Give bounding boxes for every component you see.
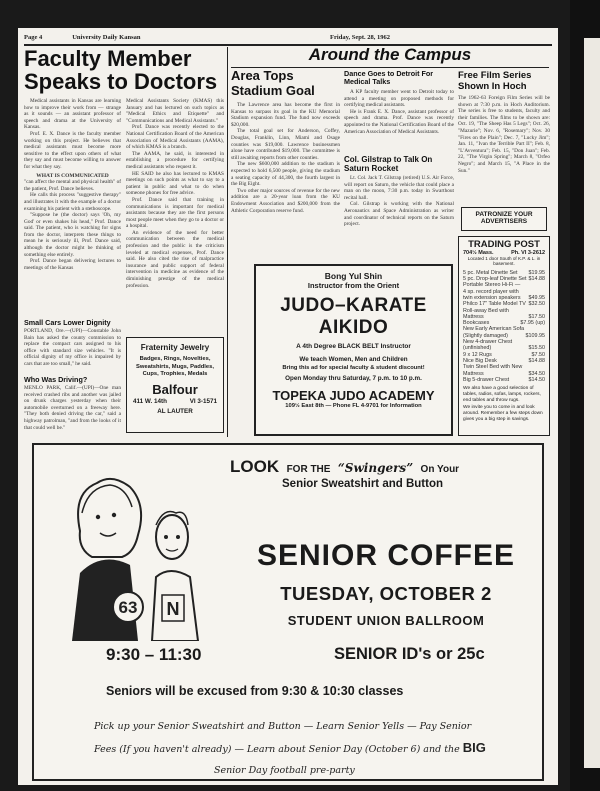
trading-item-name: Philco 17" Table Model TV (463, 301, 526, 308)
senior-coffee-ad (32, 443, 544, 781)
patronize-line-1: PATRONIZE YOUR (475, 211, 533, 218)
trading-item-price: $109.95 (525, 332, 545, 339)
trading-item-name: 4 sp. record player with (463, 288, 519, 295)
coffee-script (94, 716, 534, 781)
trading-note-1: We also have a good selection of tables, radios, sofas, lamps, rockers, end tables and throw rugs. (463, 386, 541, 403)
judo-line-2: Bring this ad for special faculty & student discount! (282, 365, 425, 371)
trading-item-name: Mattress (463, 370, 484, 377)
judo-ad (254, 264, 453, 436)
dance-headline: Dance Goes to Detroit For Medical Talks (344, 69, 434, 86)
trading-location: Located 1 door South of K.P. & L. in basement. (467, 256, 541, 267)
driver-body: MENLO PARK, Calif.—(UPI)—One man received crashed ribs and another was jailed on drunk charges yesterday when their automobile overturned on a freeway here. "They both denied driving the car," said a highway patrolman, "and from the looks of it that could well be." (24, 385, 121, 431)
judo-address: 109½ East 8th — Phone FL 4-9701 for Information (285, 403, 422, 409)
cars-headline: Small Cars Lower Dignity (24, 318, 111, 327)
jewelry-owner: AL LAUTER (157, 407, 193, 415)
stadium-body (231, 102, 340, 262)
patronize-line-2: ADVERTISERS (480, 218, 528, 225)
script-line-2 (94, 737, 534, 760)
trading-item-price: $7.50 (531, 351, 545, 358)
faculty-subhead: WHAT IS COMMUNICATED (36, 172, 109, 179)
trading-item-name: twin extension speakers (463, 295, 521, 301)
stadium-p4: Two other major sources of revenue for the new addition are a 20-year loan from the KU Endowment Association and $200,000 from the Athletic Corporation reserve fund. (231, 187, 340, 214)
trading-item-name: 9 x 12 Rugs (463, 351, 492, 358)
faculty-p3: "can affect the mental and physical health" of the patient, Prof. Dance believes. (24, 179, 121, 192)
films-body: The 1962-63 Foreign Film Series will be shown at 7:30 p.m. in Hoch Auditorium. The series is free to students, faculty and their families. The films to be shown are: Oct. 19, "The Sheep Has 5 Legs"; Oct. 26, "Mazurie"; Nov. 6, "Rosemary"; Nov. 30 "Fires on the Plain"; Dec. 7, "Lucky Jim"; Jan. 11, "Ivan the Terrible Part II"; Feb. 8, "L'Avventura"; Feb. 15, "Don Juan"; Feb. 22, "The Virgin Spring"; March 8, "Orfeo Negro"; and March 15, "A Place in the Sun." (458, 95, 550, 174)
faculty-column-1 (24, 98, 121, 318)
jewelry-contact (133, 398, 217, 405)
button-letter: N (166, 599, 180, 619)
jewelry-title: Fraternity Jewelry (140, 343, 210, 352)
faculty-c2e: An evidence of the need for better communication between the medical profession and the public is the criticism leveled at medical expenses, Prof. Dance said. He also cited the rise of malpractice insurance and public support of federal intervention in medicine as evidence of the diminishing prestige of the medical profession. (126, 229, 224, 289)
trading-items (463, 270, 545, 383)
trading-address: 704½ Mass. (463, 250, 494, 256)
swingers-word: “Swingers” (337, 461, 414, 475)
faculty-column-2 (126, 98, 224, 335)
column-rule (227, 47, 228, 437)
next-page-sliver (584, 38, 600, 768)
trading-item-name: Big 5-drawer Chest (463, 376, 510, 383)
gilstrap-body (344, 175, 454, 261)
coffee-time: 9:30 – 11:30 (106, 645, 202, 664)
trading-note-2: We invite you to come in and look around. Remember a few steps down gives you a big step in savings. (463, 405, 543, 422)
judo-instructor: Bong Yul Shin (324, 271, 383, 281)
dance-p2: He is Frank E. X. Dance, assistant professor of speech and drama. Prof. Dance was recently appointed to the National Certification Board of the American Association of Medical Assistants. (344, 108, 454, 135)
films-headline: Free Film Series Shown In Hoch (458, 70, 532, 92)
trading-item-name: New 4-drawer Chest (463, 339, 513, 346)
dance-body (344, 89, 454, 153)
coffee-title: SENIOR COFFEE (256, 539, 516, 572)
trading-item-price: $34.50 (528, 370, 545, 377)
trading-item-name: New Early American Sofa (463, 326, 525, 333)
swingers-illustration (52, 453, 212, 641)
stadium-headline: Area Tops Stadium Goal (231, 68, 315, 98)
faculty-c2a: Medical Assistants Society (KMAS) this January and has lectured on such topics as "Medical Ethics and Etiquette" and "Communications and Medical Assistants." (126, 98, 224, 124)
trading-post-ad (458, 236, 550, 436)
faculty-c2b: Prof. Dance was recently elected to the National Certification Board of the American Association of Medical Assistants (AAMA), of which KMAS is a branch. (126, 124, 224, 151)
judo-title-2: AIKIDO (318, 317, 389, 338)
judo-line-1: We teach Women, Men and Children (299, 356, 408, 363)
trading-item-name: Roll-away Bed with (463, 307, 509, 314)
judo-rank: A 4th Degree BLACK BELT Instructor (296, 343, 411, 350)
patronize-box (461, 207, 547, 231)
adjacent-page-edge (570, 0, 600, 791)
script-big: BIG (462, 740, 486, 755)
trading-title: TRADING POST (468, 239, 540, 250)
coffee-excused: Seniors will be excused from 9:30 & 10:30 classes (106, 684, 404, 698)
faculty-p6: Prof. Dance began delivering lectures to meetings of the Kansas (24, 258, 121, 271)
trading-item-name: (unfinished) (463, 345, 492, 352)
faculty-c2sub: HE SAID he also has lectured to KMAS meetings on such points as what to say to a patient in public and what to do when someone phones for free advice. (126, 170, 224, 197)
jewelry-shop: Balfour (152, 381, 198, 397)
jewelry-ad (126, 337, 224, 433)
faculty-c2d: Prof. Dance said that training in communications is important for medical assistants because they are the first persons most people meet when they go to a doctor or a hospital. (126, 196, 224, 230)
script-line-1: Pick up your Senior Sweatshirt and Button — Learn Senior Yells — Pay Senior (94, 721, 472, 732)
jewelry-address: 411 W. 14th (133, 397, 167, 405)
driver-headline: Who Was Driving? (24, 375, 88, 384)
judo-title-1: JUDO–KARATE (280, 295, 427, 316)
gilstrap-p2: Col. Gilstrap is working with the National Aeronautics and Space Administration as writer and coordinator of technical reports on the Saturn project. (344, 201, 454, 228)
trading-item-price: $7.95 (up) (520, 320, 545, 327)
faculty-p4: He calls this process "suggestive therapy" and illustrates it with the example of a doctor examining his patient with a stethoscope. (24, 192, 121, 212)
trading-item-name: 5 pc. Drop-leaf Dinette Set (463, 276, 527, 283)
faculty-p1: Medical assistants in Kansas are learning how to improve their work from — strange as it sounds — an assistant professor of speech and drama at the University of Kansas. (24, 98, 121, 131)
trading-item (463, 377, 545, 383)
trading-item-price: $14.88 (528, 357, 545, 364)
stadium-p3: The new $600,000 addition to the stadium is expected to hold 6,500 people, giving the stadium a seating capacity of 44,300, the fourth largest in the Big Eight. (231, 161, 340, 188)
faculty-c2c: The AAMA, he said, is interested in establishing a procedure for certifying medical assistants who request it. (126, 150, 224, 170)
look-heading (230, 457, 540, 477)
trading-item-name: Bookcases (463, 320, 490, 327)
trading-item-price: $17.50 (528, 313, 545, 320)
coffee-place: STUDENT UNION BALLROOM (287, 613, 485, 628)
script-line-3: Senior Day football pre-party (214, 765, 355, 776)
trading-item-name: Mattress (463, 313, 484, 320)
coffee-price: SENIOR ID's or 25c (334, 645, 485, 663)
look-word: LOOK (230, 457, 280, 476)
page-number: Page 4 (24, 34, 43, 41)
look-on: On Your (420, 464, 460, 475)
faculty-headline: Faculty Member Speaks to Doctors (24, 46, 218, 94)
gilstrap-p1: Lt. Col. Jack T. Gilstrap (retired) U.S. Air Force, will report on Saturn, the vehicle that could place a man on the moon, 7:30 p.m. today in Swarthout recital hall. (344, 175, 454, 201)
faculty-p5: "Suppose he (the doctor) says 'Oh, my God' or even shakes his head," Prof. Dance said. The patient, who is watching for signs from the doctor, interprets these things to mean he is seriously ill, Prof. Dance said, although the doctor might be thinking of something else entirely. (24, 212, 121, 258)
campus-banner: Around the Campus (308, 45, 472, 64)
trading-phone: Ph. VI 3-2612 (511, 250, 545, 256)
shirt-number: 63 (118, 598, 138, 617)
trading-item-price: $14.88 (528, 276, 545, 283)
trading-item-name: Nice Big Desk (463, 357, 497, 364)
trading-item-price: $49.95 (528, 295, 545, 301)
trading-item-name: Twin Steel Bed with New (463, 364, 523, 371)
trading-item-price: $32.50 (528, 301, 545, 308)
newspaper-page (18, 28, 558, 785)
gilstrap-headline: Col. Gilstrap to Talk On Saturn Rocket (344, 155, 433, 173)
issue-date: Friday, Sept. 28, 1962 (330, 34, 390, 41)
dance-p1: A KP faculty member went to Detroit today to attend a meeting on proposed methods for certifying medical assistants. (344, 89, 454, 109)
stadium-p2: The total goal set for Anderson, Coffey, Douglas, Franklin, Linn, Miami and Osage counties was $19,000. Lawrence businessmen alone have contributed $19,000. The committee is still awaiting reports from other counties. (231, 128, 340, 161)
script-line-2-text: Fees (If you haven't already) — Learn about Senior Day (October 6) and the (94, 744, 460, 755)
faculty-p2: Prof. E. X. Dance is the faculty member working on this project. He believes that medical assistants must become more sensitive to the effect upon others of what they say and must become willing to answer for what they say. (24, 130, 121, 170)
trading-item-price: $15.50 (528, 345, 545, 352)
cars-body: PORTLAND, Ore.—(UPI)—Constable John Bain has asked the county commission to replace the compact cars assigned to his office with standard size vehicles. "It is official dignity of my office is impaired by cars that are too small," he said. (24, 328, 121, 367)
stadium-p1: The Lawrence area has become the first in Kansas to surpass its goal in the KU Memorial Stadium expansion fund. The fund now exceeds $20,000. (231, 102, 340, 128)
trading-item-price: $19.95 (528, 269, 545, 276)
jewelry-phone: VI 3-1571 (189, 397, 217, 405)
trading-item-name: Portable Stereo Hi-Fi — (463, 282, 521, 289)
trading-item-price: $14.50 (528, 376, 545, 383)
paper-name: University Daily Kansan (72, 34, 141, 41)
judo-academy: TOPEKA JUDO ACADEMY (272, 388, 435, 403)
masthead (24, 34, 552, 44)
look-subheading: Senior Sweatshirt and Button (282, 478, 444, 490)
coffee-date: TUESDAY, OCTOBER 2 (280, 583, 492, 604)
trading-item-name: 5 pc. Metal Dinette Set (463, 269, 518, 276)
jewelry-items: Badges, Rings, Novelties, Sweatshirts, Mugs, Paddles, Cups, Trophies, Medals (136, 356, 214, 377)
look-for: FOR THE (286, 464, 331, 475)
judo-line-3: Open Monday thru Saturday, 7 p.m. to 10 p.m. (285, 375, 422, 382)
trading-item-name: (Slightly damaged) (463, 332, 508, 339)
judo-origin: Instructor from the Orient (307, 281, 400, 290)
